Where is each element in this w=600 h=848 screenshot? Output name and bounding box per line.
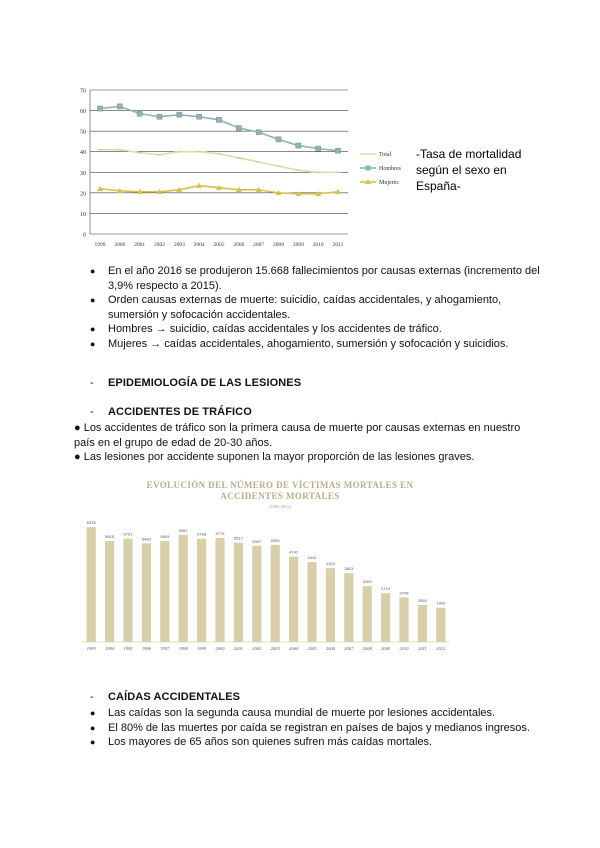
y-tick-label: 70 — [80, 88, 86, 95]
legend-label: Mujeres — [379, 180, 399, 187]
x-tick-label: 2000 — [114, 242, 126, 248]
bar — [363, 586, 372, 642]
data-label: 5517 — [233, 535, 243, 541]
x-tick-label: 2006 — [325, 646, 335, 651]
bar — [307, 562, 316, 642]
list-item: ● En el año 2016 se produjeron 15.668 fallecimientos por causas externas (incremento del 3,9% respecto a 2015). — [90, 264, 550, 293]
data-label: 5957 — [178, 527, 188, 533]
data-label: 3100 — [362, 579, 372, 585]
x-tick-label: 2009 — [292, 242, 304, 248]
bar — [234, 543, 243, 642]
x-tick-label: 2002 — [252, 646, 262, 651]
x-tick-label: 2004 — [289, 646, 299, 651]
bar — [381, 593, 390, 642]
y-tick-label: 10 — [80, 211, 86, 218]
paragraph: ● Las lesiones por accidente suponen la mayor proporción de las lesiones graves. — [74, 451, 475, 463]
data-point — [117, 104, 122, 109]
data-label: 5483 — [141, 536, 151, 542]
data-label: 4741 — [289, 549, 299, 555]
x-tick-label: 2011 — [332, 242, 344, 248]
data-label: 5776 — [215, 531, 225, 537]
data-point — [137, 111, 142, 116]
bar — [142, 543, 151, 642]
bar — [179, 535, 188, 642]
x-tick-label: 2005 — [213, 242, 225, 248]
x-tick-label: 2007 — [344, 646, 354, 651]
x-tick-label: 2002 — [154, 242, 165, 248]
bar — [344, 573, 353, 642]
mortality-rate-line-chart — [78, 80, 408, 255]
data-label: 5751 — [123, 531, 133, 537]
y-tick-label: 0 — [83, 232, 86, 239]
bar — [252, 546, 261, 642]
y-tick-label: 50 — [80, 129, 86, 136]
bar — [326, 568, 335, 642]
y-tick-label: 30 — [80, 170, 86, 177]
x-tick-label: 1999 — [197, 646, 207, 651]
data-point — [97, 106, 102, 111]
x-tick-label: 1993 — [86, 646, 96, 651]
bar — [160, 541, 169, 642]
caption-line: España- — [416, 179, 461, 193]
data-point — [236, 125, 241, 130]
trafico-paragraphs — [74, 421, 544, 465]
x-tick-label: 2010 — [312, 242, 324, 248]
caption-line: según el sexo en — [416, 163, 507, 177]
x-tick-label: 2003 — [173, 242, 185, 248]
x-tick-label: 1996 — [141, 646, 151, 651]
x-tick-label: 2010 — [399, 646, 409, 651]
bar — [436, 608, 445, 642]
data-label: 2060 — [417, 597, 427, 603]
data-label: 5347 — [252, 538, 262, 544]
x-tick-label: 2003 — [270, 646, 280, 651]
traffic-deaths-bar-chart — [82, 476, 454, 658]
x-tick-label: 1994 — [105, 646, 115, 651]
legend-label: Total — [379, 152, 392, 159]
y-tick-label: 20 — [80, 191, 86, 198]
x-tick-label: 1997 — [160, 646, 170, 651]
x-tick-label: 1999 — [94, 242, 106, 248]
x-tick-label: 1998 — [178, 646, 188, 651]
chart-title: ACCIDENTES MORTALES — [220, 491, 340, 501]
section-heading-trafico: - ACCIDENTES DE TRÁFICO — [90, 406, 252, 418]
bar — [418, 605, 427, 642]
data-point — [335, 148, 340, 153]
data-label: 4104 — [325, 561, 335, 567]
data-point — [316, 146, 321, 151]
y-tick-label: 40 — [80, 150, 86, 157]
bar — [197, 539, 206, 642]
data-label: 3823 — [344, 566, 354, 572]
series-line-total — [100, 150, 338, 173]
y-tick-label: 60 — [80, 109, 86, 116]
x-tick-label: 2005 — [307, 646, 317, 651]
bar — [105, 541, 114, 642]
section-heading-epidemiologia: - EPIDEMIOLOGÍA DE LAS LESIONES — [90, 377, 302, 389]
bar — [215, 538, 224, 642]
heading-text: CAÍDAS ACCIDENTALES — [108, 691, 241, 703]
chart-title: EVOLUCIÓN DEL NÚMERO DE VÍCTIMAS MORTALES EN — [146, 480, 414, 490]
x-tick-label: 2007 — [253, 242, 265, 248]
data-label: 6378 — [86, 520, 96, 526]
data-label: 5399 — [270, 537, 280, 543]
data-label: 5738 — [197, 531, 207, 537]
heading-text: ACCIDENTES DE TRÁFICO — [108, 406, 252, 418]
x-tick-label: 2006 — [233, 242, 245, 248]
legend-marker — [366, 166, 371, 171]
falls-bullet-list — [90, 706, 550, 750]
caption-line: -Tasa de mortalidad — [416, 147, 522, 161]
x-tick-label: 2000 — [215, 646, 225, 651]
list-item: ● Los mayores de 65 años son quienes sufren más caídas mortales. — [90, 735, 550, 750]
data-label: 5604 — [160, 534, 170, 540]
bar — [123, 538, 132, 642]
list-item: ● El 80% de las muertes por caída se registran en países de bajos y medianos ingresos. — [90, 721, 550, 736]
chart1-caption — [416, 146, 526, 194]
data-label: 4442 — [307, 555, 317, 561]
data-point — [177, 112, 182, 117]
data-label: 5615 — [105, 533, 115, 539]
data-label: 2478 — [399, 590, 409, 596]
bar — [87, 527, 96, 642]
x-tick-label: 2004 — [193, 242, 205, 248]
section-heading-caidas: - CAÍDAS ACCIDENTALES — [90, 691, 241, 703]
data-label: 1903 — [436, 600, 446, 606]
heading-text: EPIDEMIOLOGÍA DE LAS LESIONES — [108, 377, 302, 389]
x-tick-label: 2012 — [436, 646, 446, 651]
data-point — [197, 114, 202, 119]
data-point — [157, 114, 162, 119]
data-label: 2714 — [381, 586, 391, 592]
list-item: ● Hombres → suicidio, caídas accidentales y los accidentes de tráfico. — [90, 322, 550, 337]
x-tick-label: 2011 — [418, 646, 427, 651]
bar — [399, 597, 408, 642]
data-point — [296, 143, 301, 148]
chart-subtitle: (1993-2012) — [268, 504, 292, 509]
data-point — [216, 117, 221, 122]
legend-label: Hombres — [379, 166, 401, 173]
x-tick-label: 2008 — [273, 242, 284, 248]
bar — [289, 557, 298, 642]
list-item: ● Mujeres → caídas accidentales, ahogamiento, sumersión y sofocación y suicidios. — [90, 337, 550, 352]
list-item: ● Orden causas externas de muerte: suicidio, caídas accidentales, y ahogamiento, sumersión y sofocación accidentales. — [90, 293, 550, 322]
x-tick-label: 2008 — [362, 646, 372, 651]
data-point — [276, 137, 281, 142]
paragraph: ● Los accidentes de tráfico son la primera causa de muerte por causas externas en nuestro país en el grupo de edad de 20-30 años. — [74, 422, 521, 449]
bar — [271, 545, 280, 642]
x-tick-label: 1995 — [123, 646, 133, 651]
x-tick-label: 2009 — [381, 646, 391, 651]
series-line-hombres — [100, 106, 338, 150]
causes-bullet-list — [90, 264, 550, 351]
list-item: ● Las caídas son la segunda causa mundial de muerte por lesiones accidentales. — [90, 706, 550, 721]
data-point — [256, 130, 261, 135]
x-tick-label: 2001 — [134, 242, 146, 248]
x-tick-label: 2001 — [233, 646, 243, 651]
